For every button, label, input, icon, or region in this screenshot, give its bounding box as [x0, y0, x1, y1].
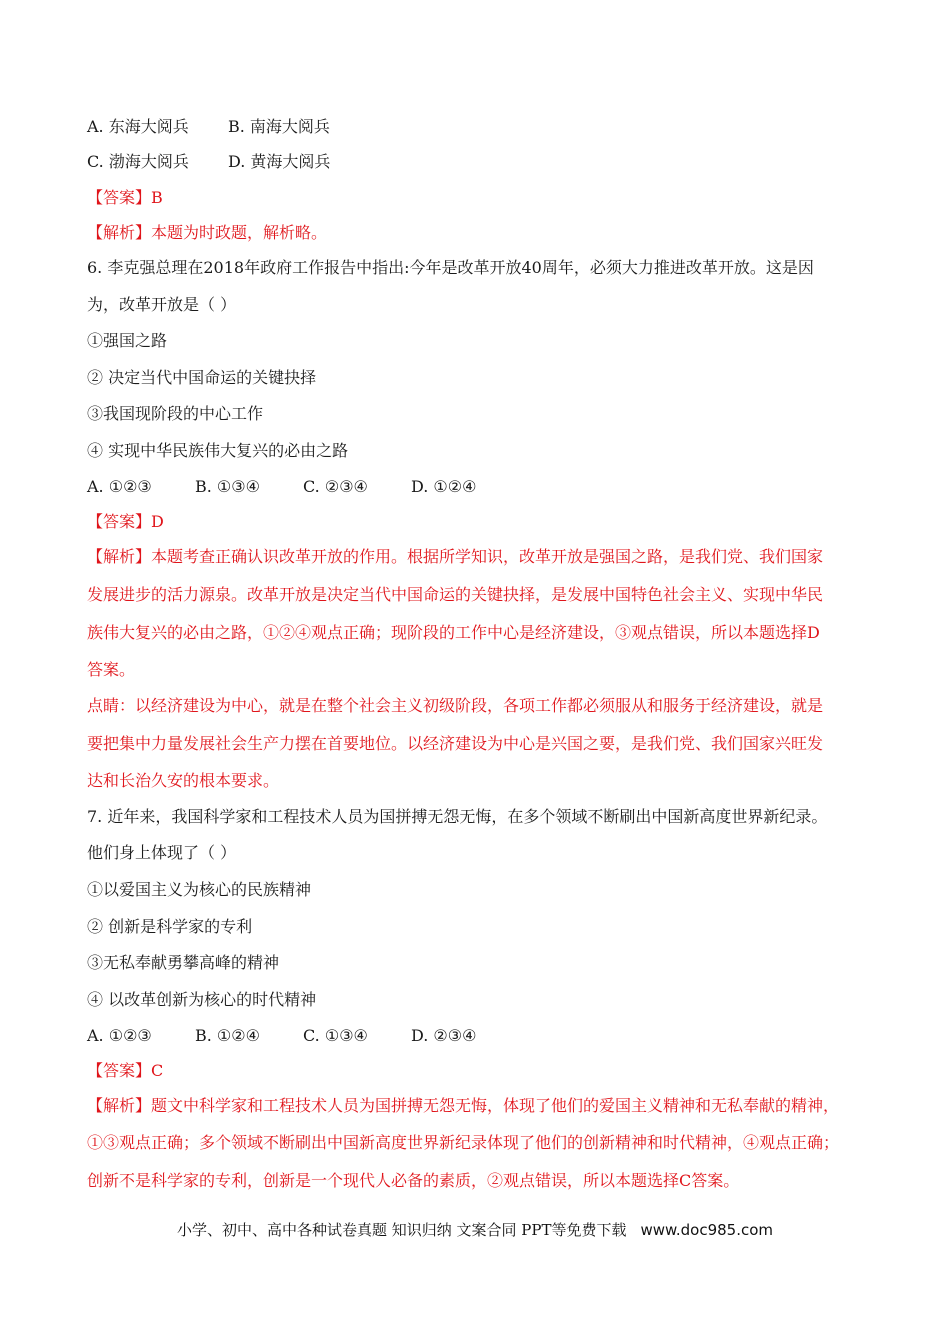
q7-analysis-line-2: ①③观点正确；多个领域不断刷出中国新高度世界新纪录体现了他们的创新精神和时代精神，④观点正确；	[87, 1133, 840, 1152]
q7-answer: 【答案】C	[87, 1061, 164, 1080]
q7-option-c: C. ①③④	[303, 1026, 368, 1045]
q6-analysis-line-1: 【解析】本题考查正确认识改革开放的作用。根据所学知识，改革开放是强国之路，是我们党、我们国家	[87, 547, 824, 566]
q6-stem-line-1: 6. 李克强总理在2018年政府工作报告中指出:今年是改革开放40周年，必须大力推进改革开放。这是因	[87, 258, 814, 277]
q7-stem-line-1: 7. 近年来，我国科学家和工程技术人员为国拼搏无怨无悔，在多个领域不断刷出中国新高度世界新纪录。	[87, 807, 828, 826]
q6-options	[87, 477, 476, 497]
q6-analysis-line-3: 族伟大复兴的必由之路，①②④观点正确；现阶段的工作中心是经济建设，③观点错误，所以本题选择D	[87, 623, 820, 642]
q7-option-d: D. ②③④	[411, 1026, 477, 1045]
q7-item-4: ④ 以改革创新为核心的时代精神	[87, 990, 317, 1009]
q7-options	[87, 1026, 476, 1046]
q5-option-c: C. 渤海大阅兵	[87, 152, 189, 171]
q6-item-2: ② 决定当代中国命运的关键抉择	[87, 368, 317, 387]
q6-item-1: ①强国之路	[87, 331, 168, 350]
footer-website-link[interactable]: www.doc985.com	[640, 1221, 774, 1239]
page-footer	[0, 1220, 950, 1240]
q6-stem-line-2: 为，改革开放是（ ）	[87, 295, 237, 314]
q7-option-a: A. ①②③	[87, 1026, 152, 1045]
q6-item-4: ④ 实现中华民族伟大复兴的必由之路	[87, 441, 349, 460]
q6-analysis-line-4: 答案。	[87, 660, 136, 679]
q7-stem-line-2: 他们身上体现了（ ）	[87, 843, 237, 862]
q7-analysis-line-1: 【解析】题文中科学家和工程技术人员为国拼搏无怨无悔，体现了他们的爱国主义精神和无私奉献的精神，	[87, 1096, 840, 1115]
q6-answer: 【答案】D	[87, 512, 164, 531]
q7-option-b: B. ①②④	[195, 1026, 260, 1045]
q6-option-c: C. ②③④	[303, 477, 368, 496]
q5-options-row-2	[87, 152, 330, 172]
q7-item-3: ③无私奉献勇攀高峰的精神	[87, 953, 280, 972]
footer-text: 小学、初中、高中各种试卷真题 知识归纳 文案合同 PPT等免费下载	[176, 1221, 627, 1239]
q7-item-1: ①以爱国主义为核心的民族精神	[87, 880, 312, 899]
q5-option-a: A. 东海大阅兵	[87, 117, 189, 136]
q6-tip-line-3: 达和长治久安的根本要求。	[87, 771, 280, 790]
q5-option-b: B. 南海大阅兵	[228, 117, 330, 136]
q6-option-b: B. ①③④	[195, 477, 260, 496]
q7-analysis-line-3: 创新不是科学家的专利，创新是一个现代人必备的素质，②观点错误，所以本题选择C答案。	[87, 1171, 740, 1190]
q6-tip-line-1: 点睛：以经济建设为中心，就是在整个社会主义初级阶段，各项工作都必须服从和服务于经济建设，就是	[87, 696, 824, 715]
q5-analysis: 【解析】本题为时政题，解析略。	[87, 223, 328, 242]
q6-tip-line-2: 要把集中力量发展社会生产力摆在首要地位。以经济建设为中心是兴国之要，是我们党、我们国家兴旺发	[87, 734, 824, 753]
q6-item-3: ③我国现阶段的中心工作	[87, 404, 264, 423]
q6-option-d: D. ①②④	[411, 477, 477, 496]
q5-answer: 【答案】B	[87, 188, 163, 207]
q5-options-row-1	[87, 117, 330, 137]
q6-option-a: A. ①②③	[87, 477, 152, 496]
q5-option-d: D. 黄海大阅兵	[228, 152, 331, 171]
q7-item-2: ② 创新是科学家的专利	[87, 917, 253, 936]
q6-analysis-line-2: 发展进步的活力源泉。改革开放是决定当代中国命运的关键抉择，是发展中国特色社会主义、实现中华民	[87, 585, 824, 604]
